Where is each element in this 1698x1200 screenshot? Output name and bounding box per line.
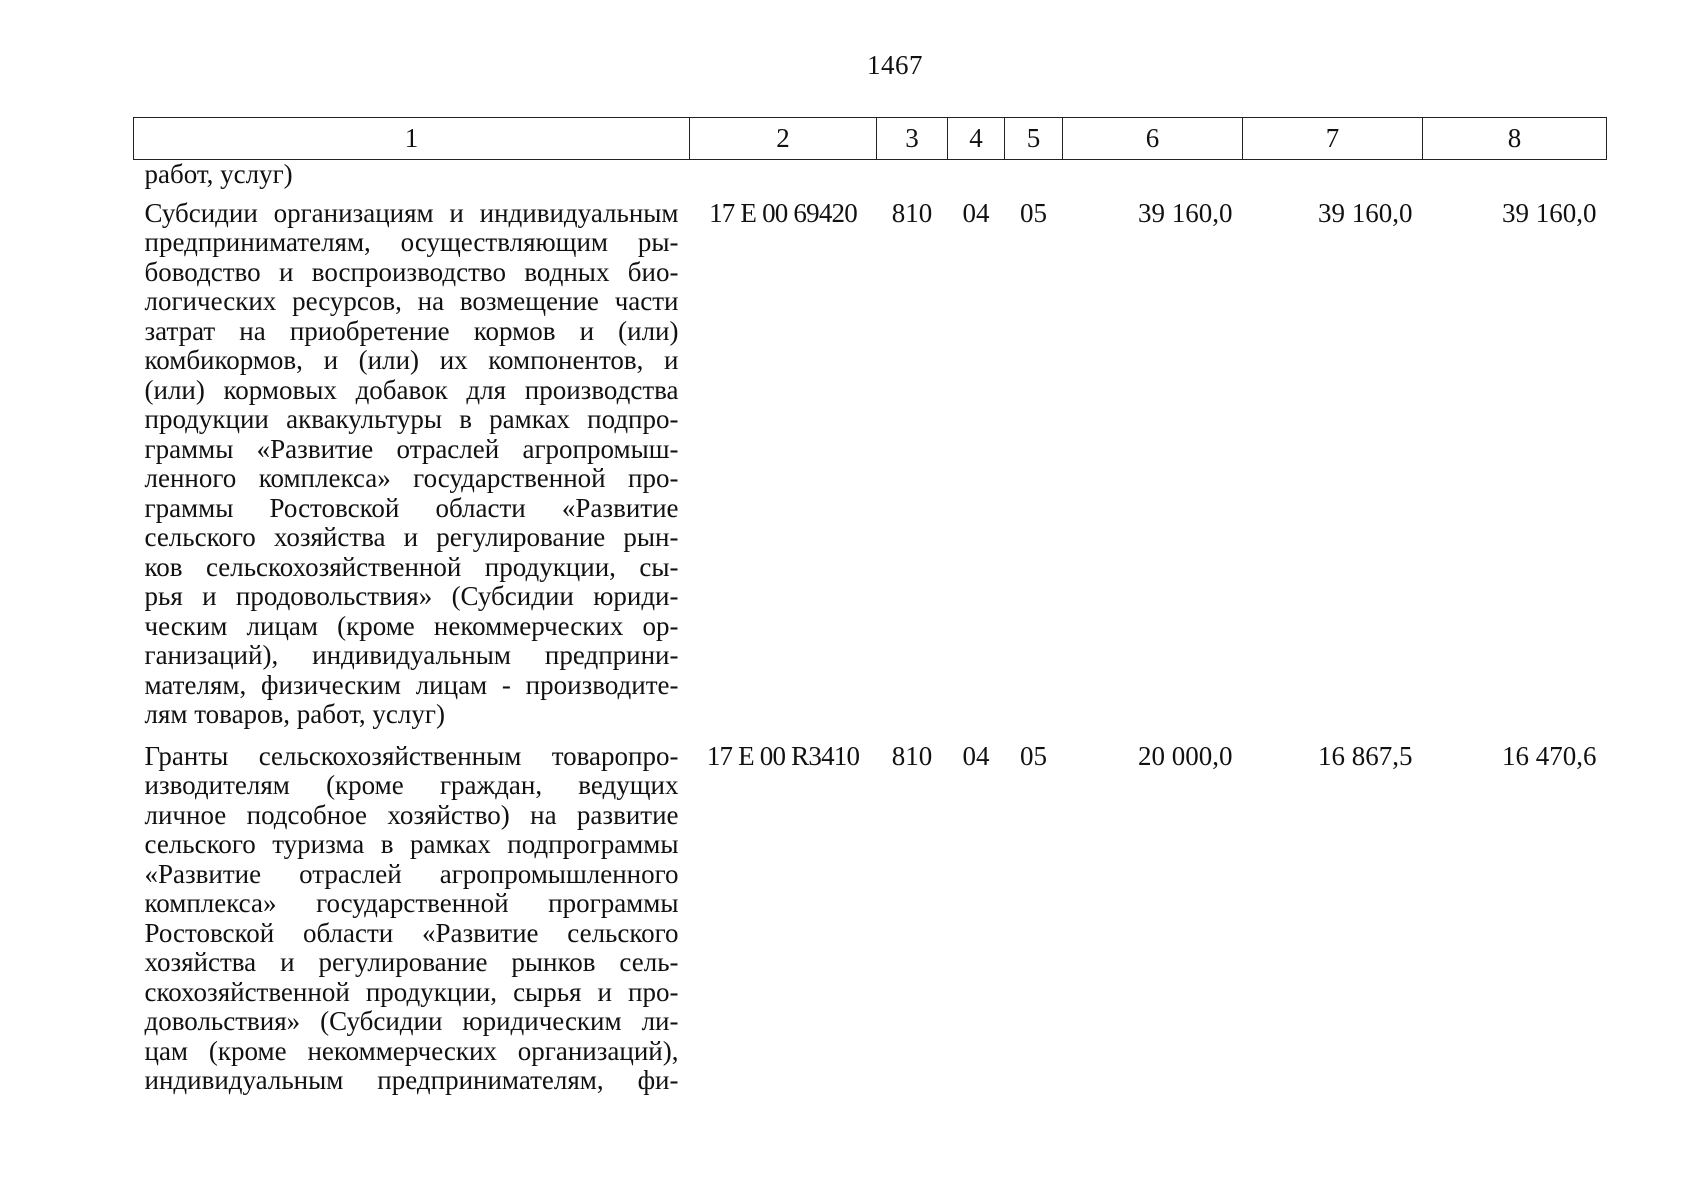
description-line: ленного комплекса» государственной про- — [144, 463, 679, 493]
amount-column-7: 39 160,0 — [1318, 197, 1413, 228]
description-line: комбикормов, и (или) их компонентов, и — [144, 345, 679, 375]
target-item-code: 17 E 00 69420 — [709, 197, 857, 228]
table-row — [134, 199, 1607, 742]
column-header-7: 7 — [1243, 118, 1423, 160]
description-line: мателям, физическим лицам - производите- — [144, 669, 679, 700]
description-line: лям товаров, работ, услуг) — [144, 699, 445, 729]
description-line: затрат на приобретение кормов и (или) — [144, 315, 679, 346]
description-line: логических ресурсов, на возмещение части — [144, 286, 679, 316]
section-code: 04 — [962, 197, 990, 228]
continuation-text — [134, 160, 690, 199]
amount-column-8: 39 160,0 — [1502, 197, 1597, 228]
description-line: сельского хозяйства и регулирование рын- — [144, 522, 679, 552]
column-header-6: 6 — [1063, 118, 1243, 160]
description-line: (или) кормовых добавок для производства — [144, 374, 679, 405]
column-header-1: 1 — [134, 118, 690, 160]
column-header-4: 4 — [948, 118, 1005, 160]
column-header-8: 8 — [1423, 118, 1607, 160]
description-line: рья и продовольствия» (Субсидии юриди- — [144, 581, 679, 611]
subsection-code: 05 — [1020, 197, 1047, 228]
row-description — [134, 199, 690, 742]
description-line: довольствия» (Субсидии юридическим ли- — [144, 1006, 679, 1036]
description-line: цам (кроме некоммерческих организаций), — [144, 1035, 679, 1066]
amount-column-6: 39 160,0 — [1138, 197, 1233, 228]
description-line: изводителям (кроме граждан, ведущих — [144, 770, 679, 800]
description-line: продукции аквакультуры в рамках подпро- — [144, 404, 679, 434]
description-line: Ростовской области «Развитие сельского — [144, 917, 679, 948]
description-line: индивидуальным предпринимателям, фи- — [144, 1065, 679, 1095]
description-line: Субсидии организациям и индивидуальным — [144, 197, 679, 228]
description-line: ков сельскохозяйственной продукции, сы- — [144, 551, 679, 582]
description-line: сельского туризма в рамках подпрограммы — [144, 829, 679, 859]
amount-column-7: 16 867,5 — [1318, 740, 1413, 771]
description-line: «Развитие отраслей агропромышленного — [144, 858, 679, 889]
column-header-3: 3 — [877, 118, 948, 160]
target-item-code: 17 E 00 R3410 — [706, 740, 860, 771]
description-line: граммы Ростовской области «Развитие — [144, 492, 679, 523]
amount-column-8: 16 470,6 — [1502, 740, 1597, 771]
page-number: 1467 — [867, 50, 923, 80]
description-line: боводство и воспроизводство водных био- — [144, 256, 679, 287]
table-row — [134, 742, 1607, 1108]
continuation-line: работ, услуг) — [144, 159, 293, 189]
section-code: 04 — [962, 740, 990, 771]
column-header-5: 5 — [1005, 118, 1063, 160]
expense-type-code: 810 — [891, 197, 933, 228]
description-line: комплекса» государственной программы — [144, 888, 679, 918]
description-line: Гранты сельскохозяйственным товаропро- — [144, 740, 679, 771]
subsection-code: 05 — [1020, 740, 1047, 771]
amount-column-6: 20 000,0 — [1138, 740, 1233, 771]
description-line: скохозяйственной продукции, сырья и про- — [144, 976, 679, 1007]
continuation-row — [134, 160, 1607, 199]
expense-type-code: 810 — [891, 740, 933, 771]
description-line: граммы «Развитие отраслей агропромыш- — [144, 433, 679, 464]
description-line: хозяйства и регулирование рынков сель- — [144, 947, 679, 977]
column-header-2: 2 — [690, 118, 877, 160]
row-description — [134, 742, 690, 1108]
description-line: ческим лицам (кроме некоммерческих ор- — [144, 610, 679, 641]
description-line: ганизаций), индивидуальным предприни- — [144, 640, 679, 670]
description-line: личное подсобное хозяйство) на развитие — [144, 799, 679, 830]
budget-table — [133, 117, 1607, 1108]
column-number-header-row — [134, 118, 1607, 160]
description-line: предпринимателям, осуществляющим ры- — [144, 227, 679, 257]
